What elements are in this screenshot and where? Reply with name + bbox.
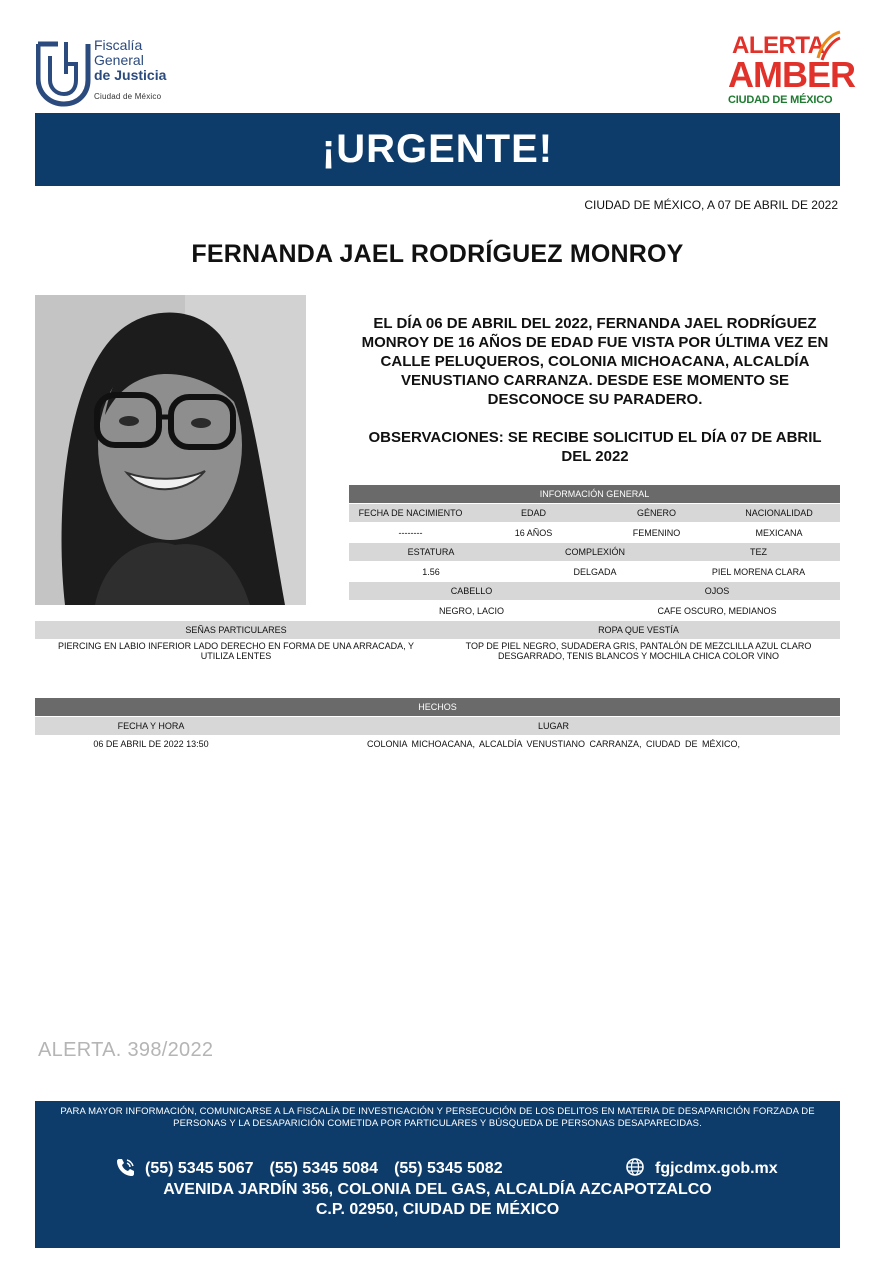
value-senas: PIERCING EN LABIO INFERIOR LADO DERECHO EN FORMA DE UNA ARRACADA, Y UTILIZA LENTES bbox=[58, 641, 414, 661]
person-name: FERNANDA JAEL RODRÍGUEZ MONROY bbox=[191, 240, 684, 268]
header-fecha-hora: FECHA Y HORA bbox=[117, 721, 185, 731]
header-ojos: OJOS bbox=[704, 586, 730, 596]
value-ojos: CAFE OSCURO, MEDIANOS bbox=[657, 606, 777, 616]
info-general-title: INFORMACIÓN GENERAL bbox=[349, 485, 840, 503]
header-estatura: ESTATURA bbox=[407, 547, 455, 557]
fgj-line-2: General bbox=[94, 52, 144, 68]
value-nacionalidad: MEXICANA bbox=[755, 528, 803, 538]
person-photo bbox=[35, 295, 306, 605]
info-general-table bbox=[349, 485, 840, 620]
fgj-subtitle: Ciudad de México bbox=[94, 92, 162, 101]
amber-line-2: AMBER bbox=[728, 54, 855, 95]
header-tez: TEZ bbox=[750, 547, 767, 557]
header-complexion: COMPLEXIÓN bbox=[564, 547, 625, 557]
footer-phones bbox=[115, 1157, 519, 1178]
header-fecha-nacimiento: FECHA DE NACIMIENTO bbox=[358, 508, 463, 518]
observations-text: OBSERVACIONES: SE RECIBE SOLICITUD EL DÍA 07 DE ABRIL DEL 2022 bbox=[368, 429, 822, 465]
value-fecha-hora: 06 DE ABRIL DE 2022 13:50 bbox=[93, 739, 209, 749]
description-text: EL DÍA 06 DE ABRIL DEL 2022, FERNANDA JAEL RODRÍGUEZ MONROY DE 16 AÑOS DE EDAD FUE VISTA POR ÚLTIMA VEZ EN CALLE PELUQUEROS, COLONIA MICHOACANA, ALCALDÍA VENUSTIANO CARRANZA. DESDE ESE MOMENTO SE DESCONOCE SU PARADERO. bbox=[361, 315, 829, 408]
phone-1[interactable]: (55) 5345 5067 bbox=[145, 1160, 254, 1177]
value-edad: 16 AÑOS bbox=[514, 528, 553, 538]
header-nacionalidad: NACIONALIDAD bbox=[745, 508, 813, 518]
alerta-amber-logo bbox=[722, 26, 855, 110]
header-edad: EDAD bbox=[520, 508, 546, 518]
phone-3[interactable]: (55) 5345 5082 bbox=[394, 1160, 503, 1177]
header-lugar: LUGAR bbox=[537, 721, 569, 731]
value-genero: FEMENINO bbox=[632, 528, 681, 538]
footer-panel bbox=[35, 1101, 840, 1248]
value-lugar: COLONIA MICHOACANA, ALCALDÍA VENUSTIANO CARRANZA, CIUDAD DE MÉXICO, bbox=[366, 739, 741, 749]
value-estatura: 1.56 bbox=[422, 567, 440, 577]
footer-info-text: PARA MAYOR INFORMACIÓN, COMUNICARSE A LA FISCALÍA DE INVESTIGACIÓN Y PERSECUCIÓN DE LOS DELITOS EN MATERIA DE DESAPARICIÓN FORZADA DE PERSONAS Y LA DESAPARICIÓN COMETIDA POR PARTICULARES Y BÚSQUEDA DE PERSONAS DESAPARECIDAS. bbox=[60, 1106, 815, 1129]
header-ropa: ROPA QUE VESTÍA bbox=[598, 625, 679, 635]
hechos-table bbox=[35, 698, 840, 754]
value-fecha-nacimiento: -------- bbox=[398, 528, 423, 538]
value-ropa: TOP DE PIEL NEGRO, SUDADERA GRIS, PANTALÓN DE MEZCLILLA AZUL CLARO DESGARRADO, TENIS BLANCOS Y MOCHILA CHICA COLOR VINO bbox=[465, 641, 812, 661]
header-senas: SEÑAS PARTICULARES bbox=[185, 625, 287, 635]
phone-icon bbox=[115, 1157, 135, 1177]
fgj-wordmark bbox=[94, 38, 166, 104]
date-line: CIUDAD DE MÉXICO, A 07 DE ABRIL DE 2022 bbox=[584, 198, 838, 212]
fgj-line-1: Fiscalía bbox=[94, 37, 143, 53]
address-line-2: C.P. 02950, CIUDAD DE MÉXICO bbox=[315, 1201, 560, 1218]
alert-number: ALERTA. 398/2022 bbox=[38, 1039, 214, 1061]
value-tez: PIEL MORENA CLARA bbox=[711, 567, 806, 577]
amber-swoosh-icon bbox=[814, 28, 842, 62]
value-cabello: NEGRO, LACIO bbox=[438, 606, 504, 616]
urgent-banner: ¡URGENTE! bbox=[35, 113, 840, 186]
address-line-1: AVENIDA JARDÍN 356, COLONIA DEL GAS, ALCALDÍA AZCAPOTZALCO bbox=[163, 1181, 712, 1198]
website-link[interactable]: fgjcdmx.gob.mx bbox=[655, 1160, 778, 1177]
header-genero: GÉNERO bbox=[636, 508, 676, 518]
value-complexion: DELGADA bbox=[573, 567, 617, 577]
hechos-title: HECHOS bbox=[35, 698, 840, 716]
amber-line-1: ALERTA bbox=[732, 32, 825, 59]
header-cabello: CABELLO bbox=[450, 586, 493, 596]
features-table bbox=[35, 621, 840, 671]
footer-website bbox=[625, 1157, 778, 1178]
globe-icon bbox=[625, 1157, 645, 1177]
fgj-emblem-icon bbox=[36, 34, 92, 108]
amber-line-3: CIUDAD DE MÉXICO bbox=[728, 94, 833, 106]
phone-2[interactable]: (55) 5345 5084 bbox=[269, 1160, 379, 1177]
footer-address bbox=[35, 1180, 840, 1220]
fgj-line-3: de Justicia bbox=[94, 67, 167, 83]
